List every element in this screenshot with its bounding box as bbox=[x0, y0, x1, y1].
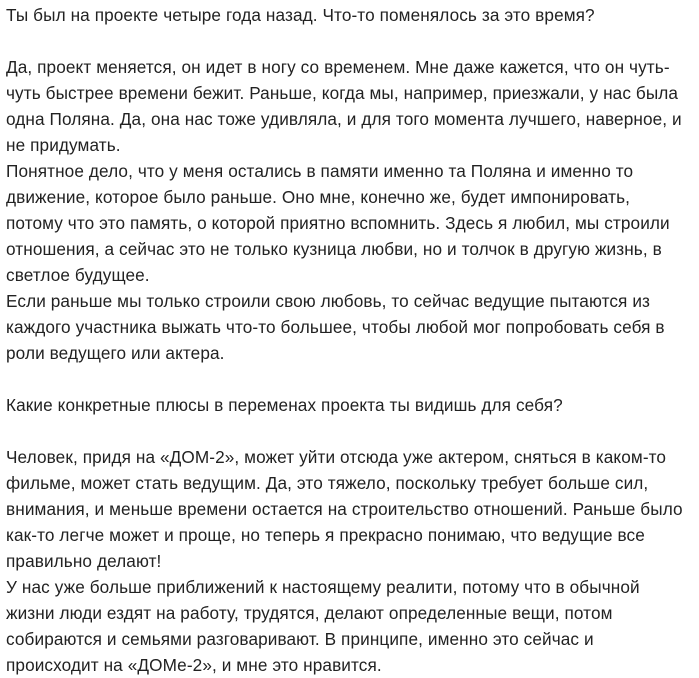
interview-answer: Человек, придя на «ДОМ-2», может уйти отсюда уже актером, сняться в каком-то фильме, может стать ведущим. Да, это тяжело, поскольку требует больше сил, внимания, и меньше времени остается на строительство отношений. Раньше было как-то легче может и проще, но теперь я прекрасно понимаю, что ведущие все правильно делают! bbox=[6, 447, 683, 571]
interview-question: Ты был на проекте четыре года назад. Что-то поменялось за это время? bbox=[6, 5, 595, 25]
interview-answer: Да, проект меняется, он идет в ногу со временем. Мне даже кажется, что он чуть-чуть быстрее времени бежит. Раньше, когда мы, например, приезжали, у нас была одна Поляна. Да, она нас тоже удивляла, и для того момента лучшего, наверное, и не придумать. bbox=[6, 57, 682, 155]
interview-answer: У нас уже больше приближений к настоящему реалити, потому что в обычной жизни люди ездят на работу, трудятся, делают определенные вещи, потом собираются и семьями разговаривают. В принципе, именно это сейчас и происходит на «ДОМе-2», и мне это нравится. bbox=[6, 577, 640, 675]
interview-answer: Если раньше мы только строили свою любовь, то сейчас ведущие пытаются из каждого участника выжать что-то большее, чтобы любой мог попробовать себя в роли ведущего или актера. bbox=[6, 291, 665, 363]
interview-answer: Понятное дело, что у меня остались в памяти именно та Поляна и именно то движение, которое было раньше. Оно мне, конечно же, будет импонировать, потому что это память, о которой приятно вспомнить. Здесь я любил, мы строили отношения, а сейчас это не только кузница любви, но и толчок в другую жизнь, в светлое будущее. bbox=[6, 161, 670, 285]
interview-question: Какие конкретные плюсы в переменах проекта ты видишь для себя? bbox=[6, 395, 563, 415]
